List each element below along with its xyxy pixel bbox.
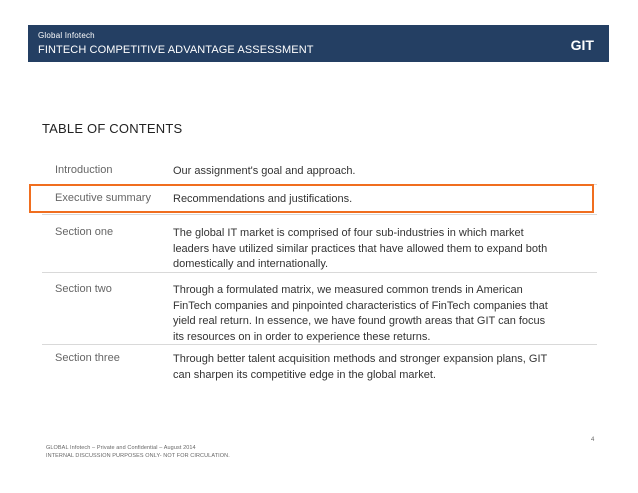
page-number: 4	[591, 437, 595, 443]
toc-item-description: Through a formulated matrix, we measured common trends in American FinTech companies and pinpointed characteristics of FinTech companies that yield real return. In essence, we have found growth areas that GIT can focus its resources on in order to experience these returns.	[173, 284, 548, 343]
current-section-highlight	[29, 184, 594, 213]
company-name: Global Infotech	[38, 31, 95, 40]
footer-confidentiality	[46, 444, 230, 460]
toc-item-name: Introduction	[55, 164, 113, 176]
toc-title: TABLE OF CONTENTS	[42, 121, 183, 136]
toc-separator	[42, 344, 597, 345]
deck-subtitle: FINTECH COMPETITIVE ADVANTAGE ASSESSMENT	[38, 44, 314, 56]
toc-item-name: Section two	[55, 283, 112, 295]
slide-header-bar	[28, 25, 609, 62]
toc-separator	[42, 214, 597, 215]
brand-logo-text: GIT	[570, 37, 594, 53]
footer-line-1: GLOBAL Infotech – Private and Confidential – August 2014	[46, 445, 196, 451]
toc-item-description: The global IT market is comprised of four sub-industries in which market leaders have utilized similar practices that have allowed them to expand both domestically and internationally.	[173, 227, 548, 270]
toc-separator	[42, 272, 597, 273]
toc-item-description: Recommendations and justifications.	[173, 193, 353, 205]
toc-item-name: Section three	[55, 352, 120, 364]
toc-item-description: Our assignment's goal and approach.	[173, 165, 356, 177]
toc-item-description: Through better talent acquisition methods and stronger expansion plans, GIT can sharpen its competitive edge in the global market.	[173, 353, 548, 381]
footer-line-2: INTERNAL DISCUSSION PURPOSES ONLY- NOT FOR CIRCULATION.	[46, 453, 230, 459]
toc-item-name: Section one	[55, 226, 114, 238]
toc-item-name: Executive summary	[55, 192, 151, 204]
